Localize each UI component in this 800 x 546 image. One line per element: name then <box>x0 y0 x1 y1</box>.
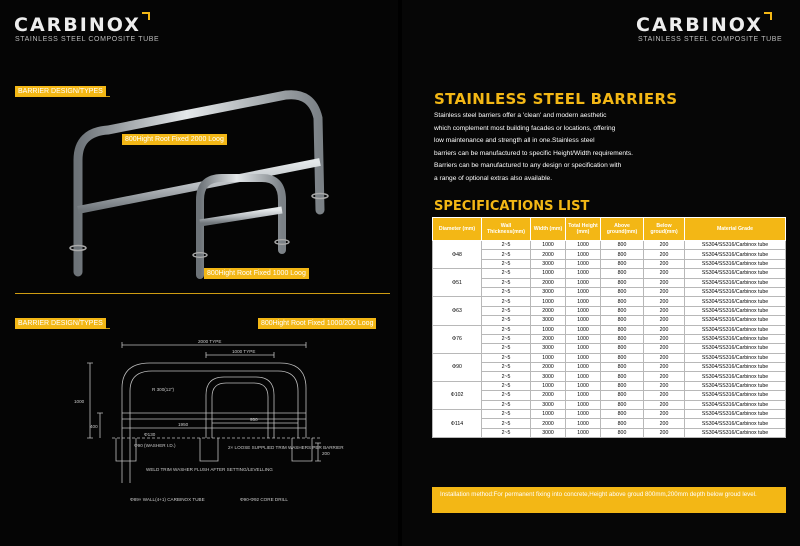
table-cell: 200 <box>644 334 685 343</box>
table-cell: 2000 <box>531 363 566 372</box>
description-line: barriers can be manufactured to specific Height/Width requirements. <box>434 149 634 157</box>
diameter-cell: Φ76 <box>433 325 482 353</box>
table-cell: 3000 <box>531 316 566 325</box>
table-cell: 800 <box>601 419 644 428</box>
table-cell: 200 <box>644 372 685 381</box>
table-cell: 800 <box>601 363 644 372</box>
table-cell: 3000 <box>531 344 566 353</box>
table-row <box>433 334 786 343</box>
table-cell: 1000 <box>566 363 601 372</box>
table-cell: 2~5 <box>482 400 531 409</box>
table-cell: 1000 <box>531 381 566 390</box>
table-cell: 800 <box>601 306 644 315</box>
section-divider-lower <box>15 328 110 329</box>
table-cell: 200 <box>644 391 685 400</box>
table-cell: 1000 <box>566 316 601 325</box>
table-cell: SS304/SS316/Carbinox tube <box>685 334 786 343</box>
table-row <box>433 259 786 268</box>
dim-2000-type: 2000 TYPE <box>198 339 222 344</box>
left-page <box>0 0 398 546</box>
dim-radius: R 300(12") <box>152 387 175 392</box>
table-cell: 2000 <box>531 306 566 315</box>
table-cell: SS304/SS316/Carbinox tube <box>685 381 786 390</box>
table-cell: SS304/SS316/Carbinox tube <box>685 410 786 419</box>
spec-title: SPECIFICATIONS LIST <box>434 199 590 214</box>
table-cell: 2~5 <box>482 391 531 400</box>
spec-table <box>432 217 786 438</box>
description-line: Barriers can be manufactured to any design or specification with <box>434 162 622 169</box>
table-row <box>433 428 786 437</box>
table-row <box>433 278 786 287</box>
table-cell: 1000 <box>566 372 601 381</box>
table-cell: SS304/SS316/Carbinox tube <box>685 278 786 287</box>
table-cell: SS304/SS316/Carbinox tube <box>685 400 786 409</box>
table-cell: 200 <box>644 297 685 306</box>
col-total-height: Total Height (mm) <box>566 218 601 241</box>
table-cell: 1000 <box>566 259 601 268</box>
table-cell: 1000 <box>566 269 601 278</box>
table-cell: 2~5 <box>482 410 531 419</box>
table-cell: SS304/SS316/Carbinox tube <box>685 259 786 268</box>
diameter-cell: Φ90 <box>433 353 482 381</box>
label-weld: WELD TRIM WASHER FLUSH AFTER SETTING/LEVELLING <box>146 467 273 472</box>
table-cell: 2~5 <box>482 325 531 334</box>
logo-corner-mark-right <box>764 12 772 20</box>
dim-400: 400 <box>90 424 98 429</box>
table-cell: 2~5 <box>482 250 531 259</box>
table-cell: 1000 <box>531 269 566 278</box>
label-core-drill: Φ90-Φ92 CORE DRILL <box>240 497 288 502</box>
table-cell: 2000 <box>531 278 566 287</box>
brand-name-left: CARBINOX <box>14 14 141 36</box>
table-cell: SS304/SS316/Carbinox tube <box>685 363 786 372</box>
table-cell: 1000 <box>566 287 601 296</box>
dim-130: Φ130 <box>144 432 156 437</box>
table-cell: 2~5 <box>482 287 531 296</box>
table-row <box>433 241 786 250</box>
description-line: which complement most building facades or locations, offering <box>434 124 616 132</box>
table-cell: 2~5 <box>482 344 531 353</box>
diameter-cell: Φ63 <box>433 297 482 325</box>
table-cell: 200 <box>644 419 685 428</box>
table-row <box>433 269 786 278</box>
table-cell: 2000 <box>531 250 566 259</box>
table-cell: 200 <box>644 259 685 268</box>
table-row <box>433 372 786 381</box>
dim-200: 200 <box>322 451 330 456</box>
table-row <box>433 410 786 419</box>
table-cell: 2000 <box>531 391 566 400</box>
table-cell: 3000 <box>531 259 566 268</box>
table-cell: 200 <box>644 363 685 372</box>
section-label-barrier-types-2: BARRIER DESIGN/TYPES <box>15 318 106 329</box>
table-cell: 2~5 <box>482 269 531 278</box>
table-cell: 200 <box>644 353 685 362</box>
col-wall: Wall Thickness(mm) <box>482 218 531 241</box>
brand-tagline-right: STAINLESS STEEL COMPOSITE TUBE <box>638 36 783 43</box>
table-cell: 1000 <box>566 353 601 362</box>
table-cell: 1000 <box>566 241 601 250</box>
table-cell: 1000 <box>531 297 566 306</box>
description-line: Stainless steel barriers offer a 'clean' and modern aesthetic <box>434 112 607 119</box>
barrier-3d-illustration <box>50 90 350 290</box>
table-cell: SS304/SS316/Carbinox tube <box>685 287 786 296</box>
table-cell: 1000 <box>566 400 601 409</box>
dim-1950: 1950 <box>178 422 189 427</box>
table-cell: 200 <box>644 287 685 296</box>
table-row <box>433 419 786 428</box>
table-cell: 800 <box>601 259 644 268</box>
table-cell: SS304/SS316/Carbinox tube <box>685 316 786 325</box>
table-cell: SS304/SS316/Carbinox tube <box>685 391 786 400</box>
diameter-cell: Φ114 <box>433 410 482 438</box>
table-cell: 200 <box>644 250 685 259</box>
table-cell: SS304/SS316/Carbinox tube <box>685 372 786 381</box>
table-cell: 800 <box>601 372 644 381</box>
table-cell: 2~5 <box>482 241 531 250</box>
section-divider-middle <box>15 293 390 294</box>
table-row <box>433 306 786 315</box>
table-cell: 800 <box>601 381 644 390</box>
spec-header-row <box>433 218 786 241</box>
spec-table-body <box>433 241 786 438</box>
table-cell: 200 <box>644 410 685 419</box>
table-row <box>433 363 786 372</box>
table-cell: 2~5 <box>482 372 531 381</box>
table-cell: SS304/SS316/Carbinox tube <box>685 250 786 259</box>
table-cell: 1000 <box>566 334 601 343</box>
col-material: Material Grade <box>685 218 786 241</box>
table-cell: 2~5 <box>482 381 531 390</box>
page-title: STAINLESS STEEL BARRIERS <box>434 90 678 108</box>
table-cell: SS304/SS316/Carbinox tube <box>685 428 786 437</box>
table-cell: 2~5 <box>482 278 531 287</box>
table-cell: 1000 <box>566 278 601 287</box>
table-cell: 2000 <box>531 419 566 428</box>
table-cell: 800 <box>601 400 644 409</box>
description <box>434 110 674 185</box>
table-cell: 800 <box>601 269 644 278</box>
table-row <box>433 381 786 390</box>
table-row <box>433 325 786 334</box>
diameter-cell: Φ51 <box>433 269 482 297</box>
table-cell: 200 <box>644 278 685 287</box>
table-row <box>433 287 786 296</box>
description-line: low maintenance and strength all in one.Stainless steel <box>434 137 595 144</box>
col-above: Above ground(mm) <box>601 218 644 241</box>
table-cell: 800 <box>601 287 644 296</box>
table-cell: 1000 <box>566 381 601 390</box>
table-cell: 800 <box>601 297 644 306</box>
callout-2000-type: 800Hight Root Fixed 2000 Loog <box>122 134 227 145</box>
table-row <box>433 391 786 400</box>
installation-note: Installation method:For permanent fixing into concrete,Height above groud 800mm,200mm depth below groud level. <box>432 487 786 513</box>
table-cell: 2~5 <box>482 306 531 315</box>
description-line: a range of optional extras also available. <box>434 174 553 182</box>
table-cell: 2~5 <box>482 363 531 372</box>
table-cell: 2~5 <box>482 334 531 343</box>
table-cell: 800 <box>601 250 644 259</box>
table-cell: 800 <box>601 325 644 334</box>
table-cell: 2~5 <box>482 428 531 437</box>
col-width: Width (mm) <box>531 218 566 241</box>
table-cell: SS304/SS316/Carbinox tube <box>685 344 786 353</box>
table-cell: 1000 <box>566 410 601 419</box>
table-cell: SS304/SS316/Carbinox tube <box>685 297 786 306</box>
table-cell: 200 <box>644 344 685 353</box>
table-cell: 1000 <box>566 344 601 353</box>
brand-tagline-left: STAINLESS STEEL COMPOSITE TUBE <box>15 36 160 43</box>
table-cell: SS304/SS316/Carbinox tube <box>685 306 786 315</box>
table-cell: SS304/SS316/Carbinox tube <box>685 353 786 362</box>
table-cell: SS304/SS316/Carbinox tube <box>685 241 786 250</box>
col-diameter: Diameter (mm) <box>433 218 482 241</box>
table-cell: 800 <box>601 410 644 419</box>
label-loose-trim: 2× LOOSE SUPPLIED TRIM WASHERS PER BARRIER <box>228 445 344 450</box>
table-cell: 1000 <box>531 353 566 362</box>
dim-1000-type: 1000 TYPE <box>232 349 256 354</box>
table-row <box>433 400 786 409</box>
table-cell: 3000 <box>531 372 566 381</box>
brand-name-right: CARBINOX <box>636 14 763 36</box>
table-cell: 1000 <box>566 306 601 315</box>
table-cell: 200 <box>644 400 685 409</box>
table-cell: 200 <box>644 269 685 278</box>
table-cell: 1000 <box>566 297 601 306</box>
table-cell: SS304/SS316/Carbinox tube <box>685 269 786 278</box>
col-below: Below groud(mm) <box>644 218 685 241</box>
table-cell: 800 <box>601 391 644 400</box>
barrier-technical-drawing <box>60 333 350 513</box>
table-cell: 800 <box>601 334 644 343</box>
dim-950: 950 <box>250 417 258 422</box>
table-cell: SS304/SS316/Carbinox tube <box>685 419 786 428</box>
table-cell: 200 <box>644 381 685 390</box>
logo-corner-mark <box>142 12 150 20</box>
table-cell: 3000 <box>531 287 566 296</box>
label-washer: Φ90 (WASHER I.D.) <box>134 443 176 448</box>
table-cell: 1000 <box>531 325 566 334</box>
table-cell: 2~5 <box>482 353 531 362</box>
table-cell: 200 <box>644 316 685 325</box>
dim-height-1000: 1000 <box>74 399 85 404</box>
table-cell: 1000 <box>566 419 601 428</box>
table-cell: 2~5 <box>482 297 531 306</box>
table-row <box>433 316 786 325</box>
table-row <box>433 353 786 362</box>
section-label-barrier-types-1: BARRIER DESIGN/TYPES <box>15 86 106 97</box>
table-cell: 1000 <box>566 325 601 334</box>
callout-1000-200-type: 800Hight Root Fixed 1000/200 Loog <box>258 318 376 329</box>
table-cell: 2~5 <box>482 259 531 268</box>
table-cell: 800 <box>601 278 644 287</box>
table-cell: 200 <box>644 306 685 315</box>
table-row <box>433 297 786 306</box>
table-cell: 800 <box>601 316 644 325</box>
right-page <box>402 0 800 546</box>
table-row <box>433 344 786 353</box>
table-cell: 800 <box>601 344 644 353</box>
table-cell: 2000 <box>531 334 566 343</box>
table-cell: 1000 <box>531 241 566 250</box>
table-cell: 3000 <box>531 428 566 437</box>
table-cell: 1000 <box>566 250 601 259</box>
brand-logo-left <box>14 14 141 36</box>
diameter-cell: Φ102 <box>433 381 482 409</box>
table-cell: 1000 <box>531 410 566 419</box>
table-cell: 3000 <box>531 400 566 409</box>
table-cell: 200 <box>644 428 685 437</box>
table-cell: 200 <box>644 241 685 250</box>
callout-1000-type: 800Hight Root Fixed 1000 Loog <box>204 268 309 279</box>
table-cell: 1000 <box>566 428 601 437</box>
table-cell: 800 <box>601 353 644 362</box>
table-cell: 1000 <box>566 391 601 400</box>
diameter-cell: Φ48 <box>433 241 482 269</box>
table-cell: 2~5 <box>482 316 531 325</box>
table-cell: 800 <box>601 241 644 250</box>
label-tube: Φ89× WALL(4+1) CARBINOX TUBE <box>130 497 205 502</box>
table-cell: 800 <box>601 428 644 437</box>
table-cell: 2~5 <box>482 419 531 428</box>
brand-logo-right <box>636 14 763 36</box>
table-cell: SS304/SS316/Carbinox tube <box>685 325 786 334</box>
table-cell: 200 <box>644 325 685 334</box>
table-row <box>433 250 786 259</box>
